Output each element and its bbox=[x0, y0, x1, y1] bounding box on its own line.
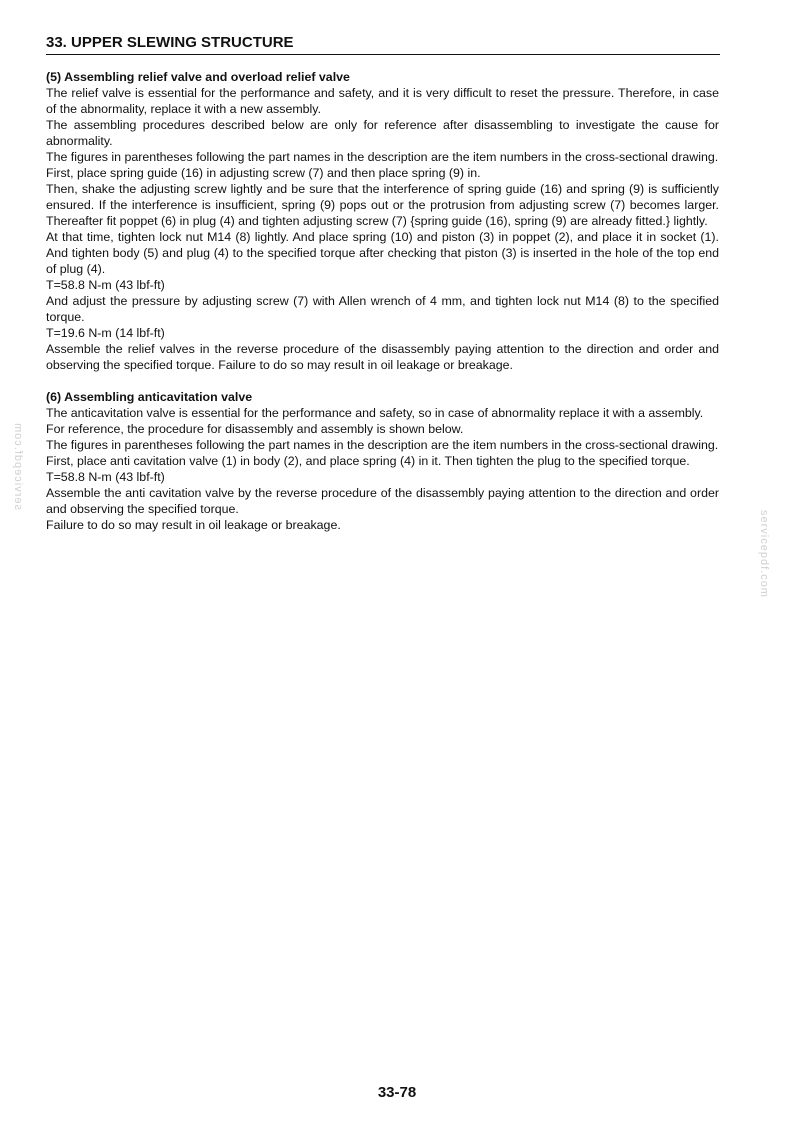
paragraph: First, place anti cavitation valve (1) in body (2), and place spring (4) in it. Then tighten the plug to the specified torque. bbox=[46, 454, 690, 468]
paragraph: The relief valve is essential for the performance and safety, and it is very difficult to reset the pressure. Therefore, in case of the abnormality, replace it with a new assembly. bbox=[46, 86, 719, 116]
section-anticavitation-valve bbox=[46, 389, 719, 533]
torque-value: T=19.6 N-m (14 lbf-ft) bbox=[46, 326, 165, 340]
section-spacer bbox=[46, 373, 719, 389]
paragraph: Assemble the relief valves in the reverse procedure of the disassembly paying attention to the direction and order and observing the specified torque. Failure to do so may result in oil leakage or breakage. bbox=[46, 342, 719, 372]
paragraph: The figures in parentheses following the part names in the description are the item numbers in the cross-sectional drawing. bbox=[46, 438, 719, 452]
paragraph: And adjust the pressure by adjusting screw (7) with Allen wrench of 4 mm, and tighten lock nut M14 (8) to the specified torque. bbox=[46, 294, 719, 324]
page-content bbox=[46, 69, 719, 533]
paragraph: Then, shake the adjusting screw lightly and be sure that the interference of spring guide (16) and spring (9) is sufficiently ensured. If the interference is insufficient, spring (9) pops out or the protrusion from adjusting screw (7) becomes larger. Thereafter fit poppet (6) in plug (4) and tighten adjusting screw (7) {spring guide (16), spring (9) are already fitted.} lightly. bbox=[46, 182, 719, 228]
section-title: (6) Assembling anticavitation valve bbox=[46, 390, 253, 404]
chapter-title: 33. UPPER SLEWING STRUCTURE bbox=[46, 34, 294, 51]
paragraph: For reference, the procedure for disassembly and assembly is shown below. bbox=[46, 422, 464, 436]
paragraph: First, place spring guide (16) in adjusting screw (7) and then place spring (9) in. bbox=[46, 166, 481, 180]
torque-value: T=58.8 N-m (43 lbf-ft) bbox=[46, 470, 165, 484]
watermark-right: servicepdf.com bbox=[758, 510, 770, 598]
page-number: 33-78 bbox=[377, 1084, 417, 1101]
watermark-left: servicepdf.com bbox=[12, 422, 24, 510]
paragraph: Failure to do so may result in oil leakage or breakage. bbox=[46, 518, 341, 532]
paragraph: The anticavitation valve is essential for the performance and safety, so in case of abnormality replace it with a assembly. bbox=[46, 406, 704, 420]
paragraph: The figures in parentheses following the part names in the description are the item numbers in the cross-sectional drawing. bbox=[46, 150, 719, 164]
page-header bbox=[46, 34, 720, 55]
paragraph: At that time, tighten lock nut M14 (8) lightly. And place spring (10) and piston (3) in poppet (2), and place it in socket (1). And tighten body (5) and plug (4) to the specified torque after checking that piston (3) is inserted in the hole of the top end of plug (4). bbox=[46, 230, 719, 276]
section-relief-valve bbox=[46, 69, 719, 373]
paragraph: The assembling procedures described below are only for reference after disassembling to investigate the cause for abnormality. bbox=[46, 118, 719, 148]
torque-value: T=58.8 N-m (43 lbf-ft) bbox=[46, 278, 165, 292]
section-title: (5) Assembling relief valve and overload relief valve bbox=[46, 70, 350, 84]
paragraph: Assemble the anti cavitation valve by the reverse procedure of the disassembly paying attention to the direction and order and observing the specified torque. bbox=[46, 486, 719, 516]
